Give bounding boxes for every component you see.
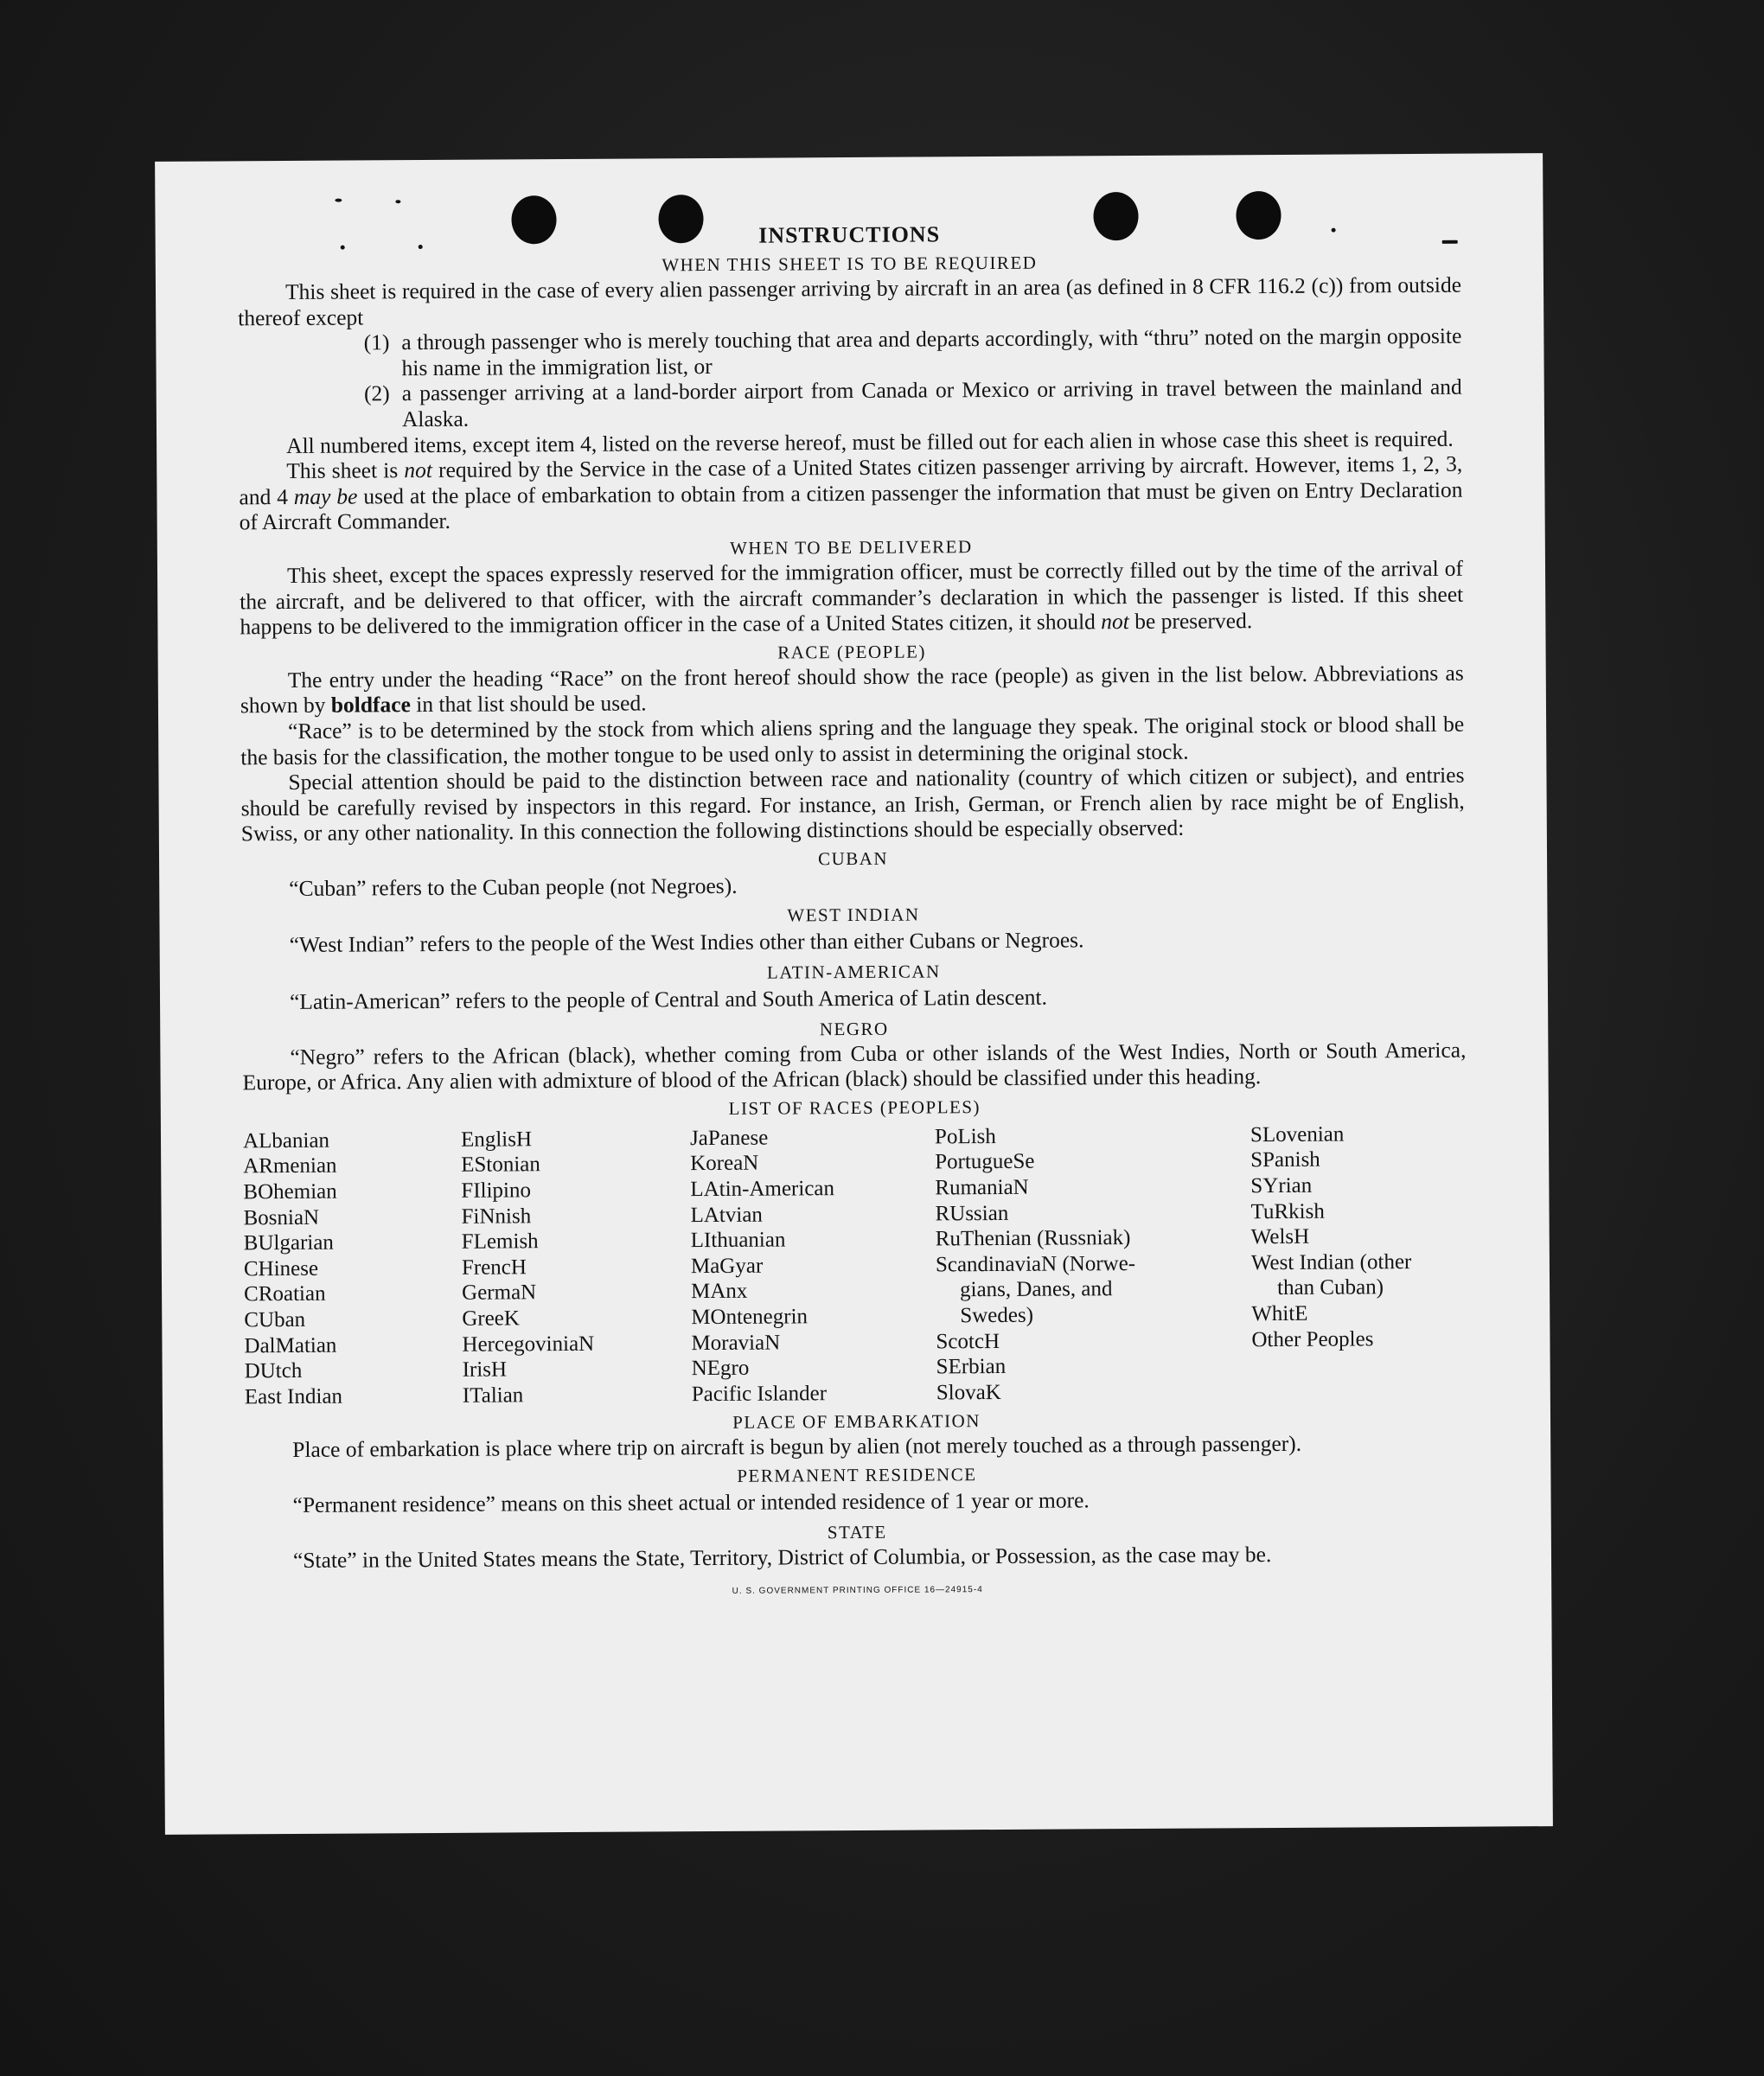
section-heading-state: STATE: [827, 1521, 887, 1543]
exception-item: (2) a passenger arriving at a land-border airport from Canada or Mexico or arriving in travel between the mainland and Alaska.: [363, 374, 1462, 432]
section-heading-required: WHEN THIS SHEET IS TO BE REQUIRED: [662, 252, 1038, 276]
race-entry: FIlipino: [461, 1179, 532, 1203]
race-entry: BUlgarian: [243, 1230, 334, 1255]
race-entry: gians, Danes, and: [960, 1277, 1113, 1302]
race-entry: Swedes): [960, 1303, 1034, 1328]
race-entry: SLovenian: [1250, 1122, 1345, 1147]
race-entry: ARmenian: [243, 1154, 337, 1179]
residence-definition: “Permanent residence” means on this sheet actual or intended residence of 1 year or more.: [292, 1487, 1090, 1517]
delivered-paragraph: This sheet, except the spaces expressly reserved for the immigration officer, must be correctly filled out by the time of the arrival of the aircraft, and be delivered to that officer, with the aircraft commander’s declaration in which the passenger is listed. If this sheet happens to be delivered to the immigration officer in the case of a United States citizen, it should not be preserved.: [240, 555, 1464, 640]
race-entry: SErbian: [936, 1355, 1007, 1379]
race-entry: Other Peoples: [1251, 1326, 1374, 1351]
races-column: [243, 1127, 463, 1410]
latin-american-definition: “Latin-American” refers to the people of Central and South America of Latin descent.: [289, 984, 1047, 1015]
race-entry: KoreaN: [690, 1152, 759, 1176]
cuban-definition: “Cuban” refers to the Cuban people (not Negroes).: [289, 872, 738, 901]
embarkation-definition: Place of embarkation is place where trip on aircraft is begun by alien (not merely touched as a through passenger).: [292, 1431, 1302, 1463]
races-list: [243, 1121, 1468, 1410]
race-entry: GermaN: [462, 1281, 537, 1306]
instruction-sheet: [155, 153, 1553, 1835]
west-indian-definition: “West Indian” refers to the people of the West Indies other than either Cubans or Negroes.: [289, 927, 1084, 958]
section-heading-latin-american: LATIN-AMERICAN: [766, 961, 941, 983]
race-entry: BosniaN: [243, 1205, 320, 1230]
race-entry: FrencH: [461, 1255, 527, 1280]
races-column: [935, 1122, 1252, 1406]
races-column: [1250, 1121, 1468, 1404]
required-paragraph-3: This sheet is not required by the Service in the case of a United States citizen passenger arriving by aircraft. However, items 1, 2, 3, and 4 may be used at the place of embarkation to obtain from a citizen passenger the information that must be given on Entry Declaration of Aircraft Commander.: [239, 450, 1463, 535]
race-entry: DalMatian: [244, 1333, 337, 1357]
section-heading-delivered: WHEN TO BE DELIVERED: [729, 536, 973, 559]
race-entry: LAtvian: [690, 1203, 763, 1227]
punch-hole: [1236, 191, 1281, 240]
race-paragraph-2: “Race” is to be determined by the stock from which aliens spring and the language they speak. The original stock or blood shall be the basis for the classification, the mother tongue to be used only to assist in determining the original stock.: [240, 711, 1465, 770]
race-entry: PoLish: [934, 1124, 996, 1149]
dust-speck: [395, 200, 400, 203]
race-entry: EnglisH: [460, 1127, 533, 1152]
exception-item: (1) a through passenger who is merely touching that area and departs accordingly, with “thru” noted on the margin opposite his name in the immigration list, or: [363, 323, 1462, 380]
race-paragraph-1: The entry under the heading “Race” on the front hereof should show the race (people) as given in the list below. Abbreviations as shown by boldface in that list should be used.: [240, 660, 1464, 719]
required-intro: This sheet is required in the case of every alien passenger arriving by aircraft in an area (as defined in 8 CFR 116.2 (c)) from outside thereof except: [238, 271, 1462, 330]
race-entry: than Cuban): [1277, 1275, 1384, 1300]
race-entry: RumaniaN: [935, 1175, 1029, 1200]
race-entry: Pacific Islander: [691, 1381, 828, 1406]
dust-speck: [341, 246, 345, 250]
race-entry: LIthuanian: [690, 1228, 786, 1253]
race-entry: RUssian: [935, 1201, 1009, 1226]
state-definition: “State” in the United States means the State, Territory, District of Columbia, or Possession, as the case may be.: [292, 1541, 1272, 1573]
race-entry: JaPanese: [689, 1126, 769, 1151]
race-entry: MaGyar: [690, 1254, 764, 1278]
race-entry: MAnx: [691, 1280, 748, 1304]
race-entry: SlovaK: [936, 1380, 1001, 1405]
race-entry: FiNnish: [461, 1204, 532, 1229]
race-entry: IrisH: [462, 1357, 508, 1382]
race-entry: BOhemian: [243, 1179, 337, 1204]
race-entry: SPanish: [1250, 1148, 1320, 1172]
race-entry: TuRkish: [1250, 1199, 1325, 1223]
section-heading-race: RACE (PEOPLE): [777, 641, 927, 663]
punch-hole: [658, 195, 703, 243]
printing-office-imprint: U. S. GOVERNMENT PRINTING OFFICE 16—24915-4: [732, 1585, 983, 1597]
race-entry: ITalian: [462, 1383, 524, 1408]
negro-definition: “Negro” refers to the African (black), whether coming from Cuba or other islands of the West Indies, North or South America, Europe, or Africa. Any alien with admixture of blood of the African (black) should be classified under this heading.: [242, 1037, 1467, 1095]
dust-speck: [1332, 228, 1336, 233]
section-heading-cuban: CUBAN: [817, 847, 889, 870]
race-entry: West Indian (other: [1250, 1249, 1412, 1275]
section-heading-residence: PERMANENT RESIDENCE: [737, 1464, 977, 1486]
section-heading-races-list: LIST OF RACES (PEOPLES): [728, 1095, 981, 1119]
races-column: [461, 1126, 692, 1408]
dust-speck: [1442, 240, 1458, 244]
race-entry: SYrian: [1250, 1173, 1313, 1198]
race-entry: GreeK: [462, 1306, 521, 1331]
race-entry: PortugueSe: [935, 1150, 1035, 1174]
dust-speck: [419, 245, 423, 249]
race-entry: WhitE: [1251, 1301, 1308, 1326]
race-entry: ALbanian: [242, 1128, 330, 1153]
required-paragraph-2: All numbered items, except item 4, listed on the reverse hereof, must be filled out for each alien in whose case this sheet is required.: [286, 425, 1454, 458]
race-entry: East Indian: [244, 1384, 343, 1409]
punch-hole: [511, 195, 556, 244]
race-entry: ScotcH: [936, 1329, 1000, 1354]
sheet-title: INSTRUCTIONS: [758, 221, 941, 248]
race-entry: CRoatian: [244, 1282, 326, 1306]
race-paragraph-3: Special attention should be paid to the distinction between race and nationality (country of which citizen or subject), and entries should be carefully revised by inspectors in this regard. For instance, an Irish, German, or French alien by race might be of English, Swiss, or any other nationality. In this connection the following distinctions should be especially observed:: [240, 762, 1465, 846]
race-entry: FLemish: [461, 1230, 539, 1254]
race-entry: LAtin-American: [690, 1177, 835, 1202]
race-entry: EStonian: [461, 1153, 540, 1178]
race-entry: CUban: [244, 1307, 306, 1332]
race-entry: RuThenian (Russniak): [935, 1226, 1131, 1251]
race-entry: MoraviaN: [691, 1331, 781, 1355]
race-entry: WelsH: [1250, 1225, 1310, 1249]
race-entry: MOntenegrin: [691, 1305, 808, 1330]
dust-speck: [335, 199, 342, 202]
races-column: [690, 1124, 936, 1407]
race-entry: NEgro: [691, 1356, 750, 1381]
race-entry: CHinese: [243, 1256, 319, 1281]
race-entry: DUtch: [244, 1359, 303, 1383]
race-entry: ScandinaviaN (Norwe-: [935, 1251, 1136, 1277]
section-heading-west-indian: WEST INDIAN: [787, 904, 920, 926]
punch-hole: [1093, 192, 1138, 240]
section-heading-embarkation: PLACE OF EMBARKATION: [732, 1410, 981, 1434]
section-heading-negro: NEGRO: [819, 1018, 889, 1039]
race-entry: HercegoviniaN: [462, 1332, 595, 1357]
